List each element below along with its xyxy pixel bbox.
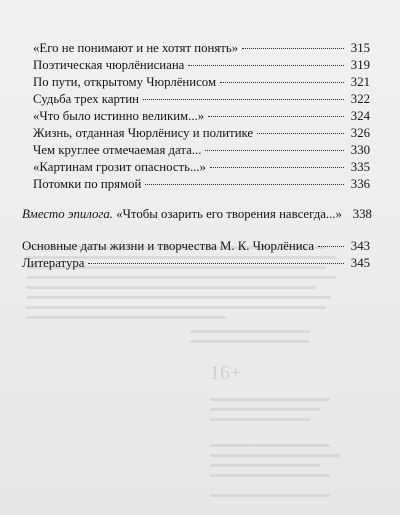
toc-literature-entry[interactable] xyxy=(22,256,370,272)
dot-leader xyxy=(210,167,344,168)
toc-entry[interactable] xyxy=(33,143,370,159)
toc-entry-title: По пути, открытому Чюрлёнисом xyxy=(33,75,217,89)
toc-entry-page: 330 xyxy=(350,143,370,157)
toc-entry-title: Поэтическая чюрлёнисиана xyxy=(33,58,185,72)
toc-epilogue-entry[interactable] xyxy=(22,207,370,223)
toc-entry-page: 338 xyxy=(352,207,372,221)
dot-leader xyxy=(257,133,344,134)
epilogue-title: «Чтобы озарить его творения навсегда...» xyxy=(113,207,342,221)
toc-entry[interactable] xyxy=(33,109,370,125)
toc-dates-entry[interactable] xyxy=(22,239,370,255)
toc-entry-page: 319 xyxy=(350,58,370,72)
toc-entry-title: «Что было истинно великим...» xyxy=(33,109,205,123)
dot-leader xyxy=(88,263,344,264)
toc-entry[interactable] xyxy=(33,177,370,193)
toc-entry-title xyxy=(22,207,342,222)
dot-leader xyxy=(208,116,344,117)
dot-leader xyxy=(242,48,344,49)
epilogue-label: Вместо эпилога. xyxy=(22,207,114,221)
toc-entry-page: 324 xyxy=(350,109,370,123)
dot-leader xyxy=(220,82,344,83)
toc-entry-page: 343 xyxy=(350,239,370,253)
bleed-age-mark: 16+ xyxy=(210,362,242,384)
dot-leader xyxy=(205,150,344,151)
toc-entry-page: 315 xyxy=(350,41,370,55)
toc-entry-title: Чем круглее отмечаемая дата... xyxy=(33,143,202,157)
toc-entry[interactable] xyxy=(33,58,370,74)
toc-entry[interactable] xyxy=(33,126,370,142)
toc-entry-page: 336 xyxy=(350,177,370,191)
toc-entry-page: 321 xyxy=(350,75,370,89)
toc-entry-title: «Картинам грозит опасность...» xyxy=(33,160,206,174)
toc-entry[interactable] xyxy=(33,92,370,108)
toc-entry[interactable] xyxy=(33,41,370,57)
toc-entry-title: Литература xyxy=(22,256,85,270)
toc-entry[interactable] xyxy=(33,75,370,91)
toc-entry-title: Жизнь, отданная Чюрлёнису и политике xyxy=(33,126,254,140)
toc-entry-page: 335 xyxy=(350,160,370,174)
dot-leader xyxy=(143,99,344,100)
toc-entry-title: Потомки по прямой xyxy=(33,177,142,191)
dot-leader xyxy=(188,65,344,66)
toc-entry[interactable] xyxy=(33,160,370,176)
toc-entry-title: «Его не понимают и не хотят понять» xyxy=(33,41,239,55)
toc-entry-page: 322 xyxy=(350,92,370,106)
dot-leader xyxy=(145,184,344,185)
toc-entry-title: Судьба трех картин xyxy=(33,92,140,106)
toc-entry-title: Основные даты жизни и творчества М. К. Чюрлёниса xyxy=(22,239,315,253)
toc-entry-page: 345 xyxy=(350,256,370,270)
toc-entry-page: 326 xyxy=(350,126,370,140)
dot-leader xyxy=(318,246,344,247)
